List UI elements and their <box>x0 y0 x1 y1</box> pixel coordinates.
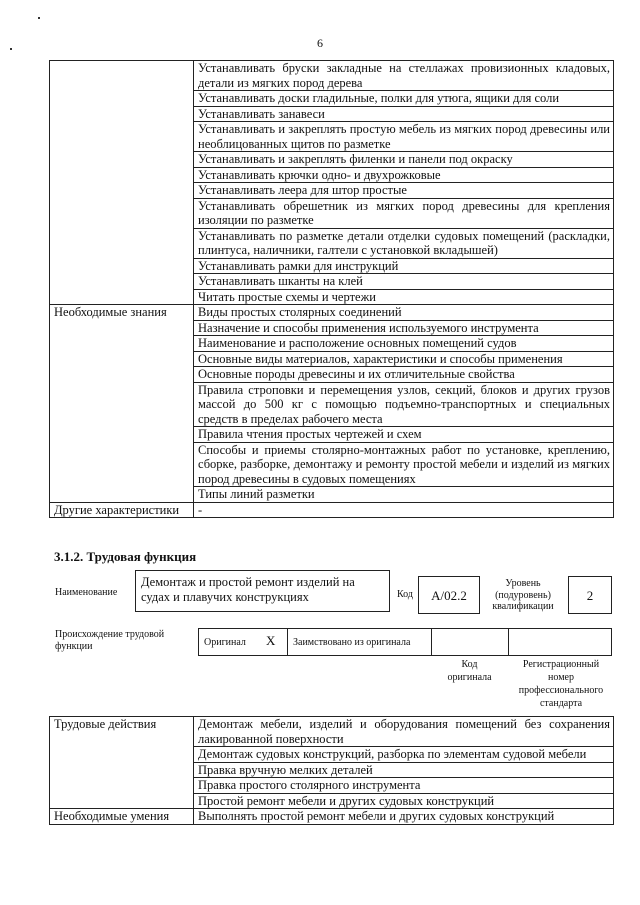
page-number: 6 <box>317 36 323 50</box>
list-item: Назначение и способы применения используемого инструмента <box>194 320 614 336</box>
list-item: Правила чтения простых чертежей и схем <box>194 427 614 443</box>
category-cell: Трудовые действия <box>50 717 194 809</box>
list-item: Правка простого столярного инструмента <box>194 778 614 794</box>
list-item: Основные виды материалов, характеристики и способы применения <box>194 351 614 367</box>
table-row <box>50 61 614 91</box>
list-item: Правила строповки и перемещения узлов, секций, блоков и других грузов массой до 500 кг с помощью подъемно-транспортных и специальных средств в пределах рабочего места <box>194 382 614 427</box>
labor-actions-table <box>49 716 614 825</box>
table-row <box>50 717 614 747</box>
list-item: Способы и приемы столярно-монтажных работ по установке, креплению, сборке, разборке, демонтажу и ремонту простой мебели и изделий из мягких пород древесины в судовых помещениях <box>194 442 614 487</box>
list-item: - <box>194 502 614 518</box>
origin-divider <box>431 628 432 656</box>
list-item: Устанавливать по разметке детали отделки судовых помещений (раскладки, плинтуса, наличники, галтели с установкой вкладышей) <box>194 228 614 258</box>
table-row <box>50 502 614 518</box>
origin-label: Происхождение трудовой функции <box>55 629 165 652</box>
code-original-caption: Код оригинала <box>447 659 492 683</box>
list-item: Виды простых столярных соединений <box>194 305 614 321</box>
list-item: Типы линий разметки <box>194 487 614 503</box>
list-item: Устанавливать рамки для инструкций <box>194 258 614 274</box>
list-item: Простой ремонт мебели и других судовых конструкций <box>194 793 614 809</box>
list-item: Устанавливать бруски закладные на стеллажах провизионных кладовых, детали из мягких пород дерева <box>194 61 614 91</box>
reg-number-caption: Регистрационный номер профессионального стандарта <box>518 659 604 709</box>
list-item: Устанавливать занавеси <box>194 106 614 122</box>
list-item: Демонтаж мебели, изделий и оборудования помещений без сохранения лакированной поверхности <box>194 717 614 747</box>
list-item: Устанавливать обрешетник из мягких пород древесины для крепления изоляции по разметке <box>194 198 614 228</box>
category-cell: Необходимые умения <box>50 809 194 825</box>
table-row <box>50 305 614 321</box>
borrowed-label: Заимствовано из оригинала <box>293 637 411 648</box>
list-item: Демонтаж судовых конструкций, разборка по элементам судовой мебели <box>194 747 614 763</box>
list-item: Основные породы древесины и их отличительные свойства <box>194 367 614 383</box>
level-value: 2 <box>586 588 594 603</box>
table-row <box>50 809 614 825</box>
category-cell <box>50 61 194 305</box>
list-item: Правка вручную мелких деталей <box>194 762 614 778</box>
original-mark: X <box>266 633 276 648</box>
category-cell: Необходимые знания <box>50 305 194 503</box>
code-value: А/02.2 <box>431 588 467 603</box>
list-item: Выполнять простой ремонт мебели и других судовых конструкций <box>194 809 614 825</box>
scan-speck <box>38 17 40 19</box>
list-item: Устанавливать доски гладильные, полки для утюга, ящики для соли <box>194 91 614 107</box>
level-label: Уровень (подуровень) квалификации <box>492 578 554 612</box>
list-item: Устанавливать шканты на клей <box>194 274 614 290</box>
name-label: Наименование <box>55 587 118 598</box>
name-value: Демонтаж и простой ремонт изделий на судах и плавучих конструкциях <box>141 575 355 604</box>
original-label: Оригинал <box>204 637 246 648</box>
list-item: Устанавливать и закреплять филенки и панели под окраску <box>194 152 614 168</box>
list-item: Устанавливать леера для штор простые <box>194 183 614 199</box>
list-item: Читать простые схемы и чертежи <box>194 289 614 305</box>
code-label: Код <box>397 589 413 600</box>
origin-divider <box>508 628 509 656</box>
section-title: 3.1.2. Трудовая функция <box>54 549 197 564</box>
list-item: Наименование и расположение основных помещений судов <box>194 336 614 352</box>
category-cell: Другие характеристики <box>50 502 194 518</box>
list-item: Устанавливать и закреплять простую мебель из мягких пород древесины или необлицованных щитов по разметке <box>194 122 614 152</box>
list-item: Устанавливать крючки одно- и двухрожковые <box>194 167 614 183</box>
origin-divider <box>287 628 288 656</box>
competency-table <box>49 60 614 518</box>
